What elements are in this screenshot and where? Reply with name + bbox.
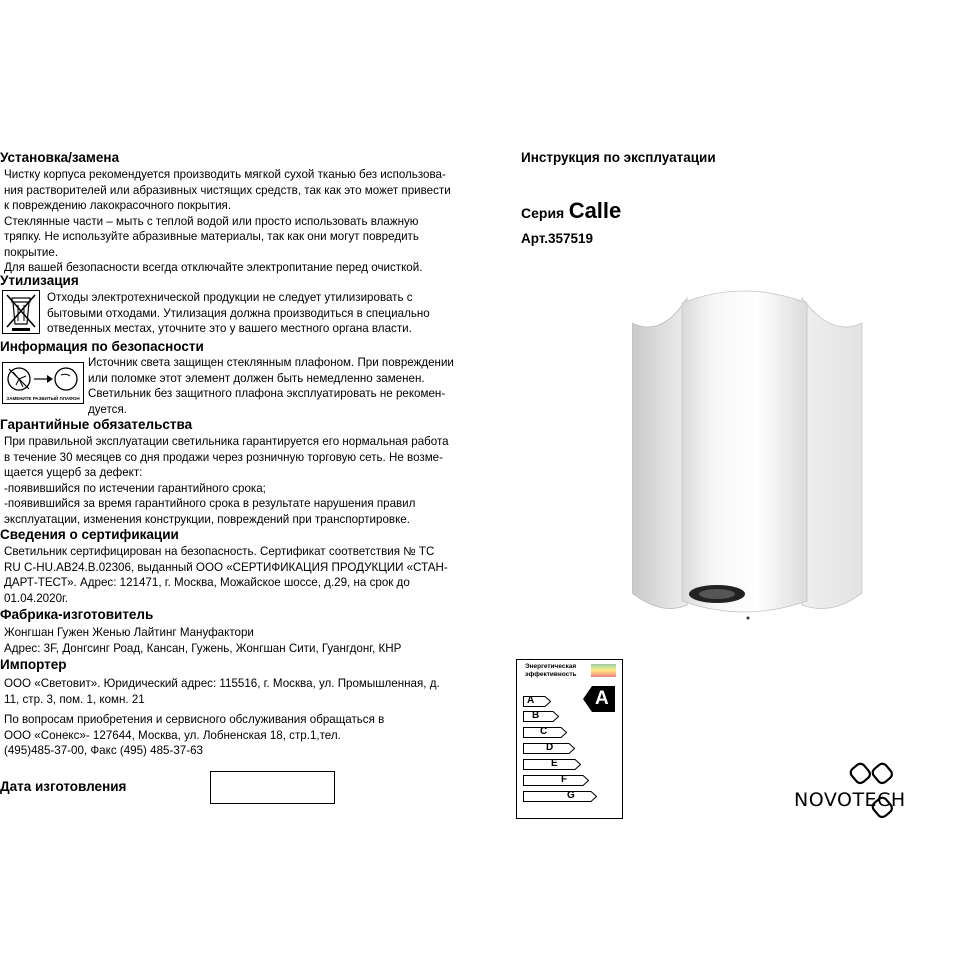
energy-class-letter: F <box>561 774 568 785</box>
install-line: Для вашей безопасности всегда отключайте электропитание перед очисткой. <box>4 261 423 274</box>
disposal-line: отведенных местах, уточните это у вашего местного органа власти. <box>47 322 412 335</box>
certification-line: ДАРТ-ТЕСТ». Адрес: 121471, г. Москва, Можайское шоссе, д.29, на срок до <box>4 576 410 589</box>
importer-line: По вопросам приобретения и сервисного обслуживания обращаться в <box>4 713 385 726</box>
install-title: Установка/замена <box>0 150 120 165</box>
install-line: Чистку корпуса рекомендуется производить мягкой сухой тканью без использова- <box>4 168 446 181</box>
warranty-line: При правильной эксплуатации светильника гарантируется его нормальная работа <box>4 435 449 448</box>
energy-rating-letter: A <box>595 688 609 709</box>
series-name: Calle <box>568 198 622 223</box>
section-importer <box>0 657 440 759</box>
importer-line: ООО «Световит». Юридический адрес: 115516, г. Москва, ул. Промышленная, д. <box>4 677 440 690</box>
section-certification <box>0 527 448 606</box>
section-safety <box>0 339 204 355</box>
manual-title: Инструкция по эксплуатации <box>521 150 716 165</box>
disposal-line: бытовыми отходами. Утилизация должна производиться в специально <box>47 306 430 320</box>
warranty-line: эксплуатации, изменения конструкции, повреждений при транспортировке. <box>4 512 410 526</box>
factory-line: Жонгшан Гужен Женью Лайтинг Мануфактори <box>4 626 254 639</box>
section-disposal <box>0 273 79 289</box>
install-line: Стеклянные части – мыть с теплой водой или просто использовать влажную <box>4 214 419 228</box>
certification-line: Светильник сертифицирован на безопасность. Сертификат соответствия № ТС <box>4 545 435 558</box>
warranty-title: Гарантийные обязательства <box>0 417 193 432</box>
energy-label-title <box>525 663 577 679</box>
warranty-line: в течение 30 месяцев со дня продажи через розничную торговую сеть. Не возме- <box>4 450 443 464</box>
energy-rating-badge <box>583 686 615 712</box>
energy-class-letter: E <box>551 758 558 769</box>
install-line: покрытие. <box>4 245 59 259</box>
energy-class-letter: G <box>567 790 575 801</box>
energy-label <box>516 659 623 819</box>
product-image <box>632 283 877 623</box>
manufacture-date-box <box>210 771 335 804</box>
importer-line: ООО «Сонекс»- 127644, Москва, ул. Лобненская 18, стр.1,тел. <box>4 728 341 742</box>
importer-line: (495)485-37-00, Факс (495) 485-37-63 <box>4 744 203 757</box>
energy-title-line: эффективность <box>525 671 577 678</box>
importer-line: 11, стр. 3, пом. 1, комн. 21 <box>4 692 145 706</box>
safety-icon-caption: ЗАМЕНИТЕ РАЗБИТЫЙ ПЛАФОН <box>6 396 80 401</box>
brand-wordmark: NOVOTECH <box>794 789 906 811</box>
install-line: тряпку. Не используйте абразивные материалы, так как они могут повредить <box>4 230 419 243</box>
replace-broken-glass-icon <box>2 362 84 404</box>
safety-text <box>88 355 454 417</box>
safety-line: Источник света защищен стеклянным плафоном. При повреждении <box>88 356 454 369</box>
disposal-title: Утилизация <box>0 273 79 288</box>
energy-class-letter: A <box>527 695 535 706</box>
factory-title: Фабрика-изготовитель <box>0 607 154 622</box>
safety-line: или поломке этот элемент должен быть немедленно заменен. <box>88 371 425 385</box>
manufacture-date-label <box>0 779 126 795</box>
article-number: Арт.357519 <box>521 231 594 246</box>
disposal-line: Отходы электротехнической продукции не следует утилизировать с <box>47 291 413 304</box>
energy-class-letter: D <box>546 742 554 753</box>
warranty-line: -появившийся за время гарантийного срока в результате нарушения правил <box>4 497 416 510</box>
brand-logo <box>794 762 970 822</box>
factory-line: Адрес: 3F, Донгсинг Роад, Кансан, Гужень, Жонгшан Сити, Гуангдонг, КНР <box>4 641 402 655</box>
energy-color-strip <box>591 664 616 677</box>
safety-line: дуется. <box>88 402 127 416</box>
energy-class-letter: C <box>540 726 548 737</box>
section-factory <box>0 607 401 656</box>
energy-class-letter: B <box>532 710 540 721</box>
warranty-line: щается ущерб за дефект: <box>4 466 143 479</box>
series-label: Серия <box>521 205 565 221</box>
section-warranty <box>0 417 449 527</box>
safety-title: Информация по безопасности <box>0 339 204 354</box>
certification-line: 01.04.2020г. <box>4 591 69 605</box>
install-line: к повреждению лакокрасочного покрытия. <box>4 199 232 212</box>
importer-title: Импортер <box>0 657 67 672</box>
certification-title: Сведения о сертификации <box>0 527 179 542</box>
series-heading <box>521 198 621 224</box>
disposal-text <box>47 290 430 337</box>
install-line: ния растворителей или абразивных чистящих средств, так как это может привести <box>4 183 451 197</box>
crossed-bin-icon <box>2 290 40 334</box>
safety-line: Светильник без защитного плафона эксплуатировать не рекомен- <box>88 387 446 400</box>
section-install <box>0 150 451 276</box>
warranty-line: -появившийся по истечении гарантийного срока; <box>4 481 266 495</box>
manufacture-date-text: Дата изготовления <box>0 779 127 794</box>
certification-line: RU C-HU.AB24.B.02306, выданный ООО «СЕРТИФИКАЦИЯ ПРОДУКЦИИ «СТАН- <box>4 560 448 574</box>
energy-title-line: Энергетическая <box>525 663 577 670</box>
